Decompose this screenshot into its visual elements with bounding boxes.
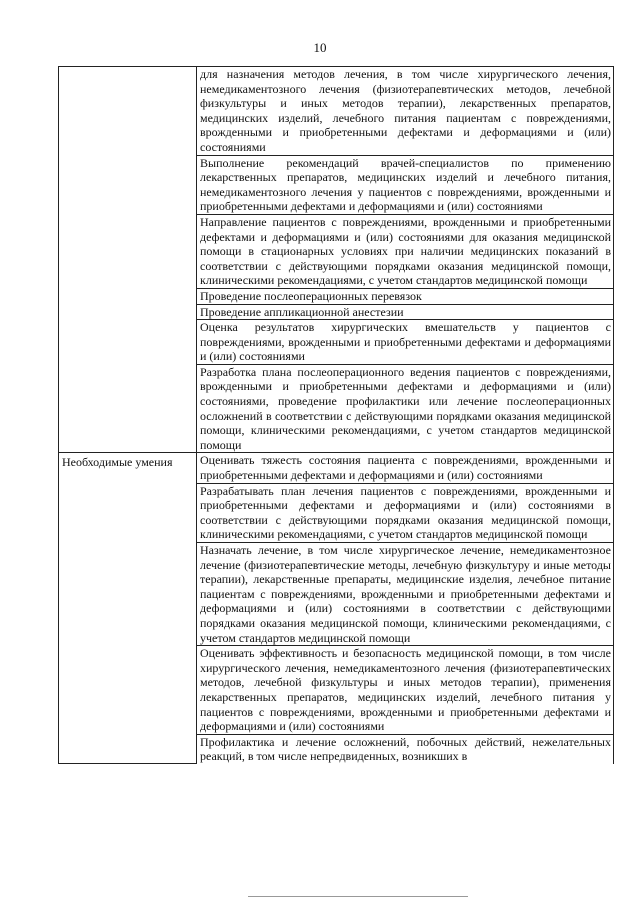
cell-text: Проведение послеоперационных перевязок (200, 288, 422, 303)
table-cell (197, 304, 614, 320)
cell-text: Профилактика и лечение осложнений, побочных действий, нежелательных реакций, в том числе непредвиденных, возникших в (200, 734, 611, 764)
table-cell (197, 320, 614, 365)
table-cell (197, 364, 614, 453)
table-cell (197, 453, 614, 483)
section-label-cell (59, 453, 197, 764)
table-row (59, 453, 614, 483)
cell-text: для назначения методов лечения, в том числе хирургического лечения, немедикаментозного лечения (физиотерапевтических методов, лечебной физкультуры и иных методов терапии), лекарственных препаратов, медицинских изделий, лечебного питания пациентам с повреждениями, врожденными и приобретенными дефектами и деформациями и (или) состояниями (200, 67, 611, 154)
table-cell (197, 288, 614, 304)
cell-text: Разрабатывать план лечения пациентов с повреждениями, врожденными и приобретенными дефектами и деформациями и (или) состояниями в соответствии с действующими порядками оказания медицинской помощи, клиническими рекомендациями, с учетом стандартов медицинской помощи (200, 483, 611, 542)
table-cell (197, 67, 614, 156)
cell-text: Проведение аппликационной анестезии (200, 304, 404, 319)
table-cell (197, 646, 614, 735)
table-row (59, 67, 614, 156)
section-label-cell (59, 67, 197, 453)
table-cell (197, 483, 614, 542)
cell-text: Оценка результатов хирургических вмешательств у пациентов с повреждениями, врожденными и приобретенными дефектами и деформациями и (или) состояниями (200, 320, 611, 364)
cell-text: Разработка плана послеоперационного ведения пациентов с повреждениями, врожденными и приобретенными дефектами и деформациями и (или) состояниями, проведение профилактики или лечение послеоперационных осложнений в соответствии с действующими порядками оказания медицинской помощи, клиническими рекомендациями, с учетом стандартов медицинской помощи (200, 364, 611, 452)
cell-text: Выполнение рекомендаций врачей-специалистов по применению лекарственных препаратов, медицинских изделий и лечебного питания, немедикаментозного лечения у пациентов с повреждениями, врожденными и приобретенными дефектами и деформациями и (или) состояниями (200, 155, 611, 214)
table-cell (197, 214, 614, 288)
cell-text: Направление пациентов с повреждениями, врожденными и приобретенными дефектами и деформациями и (или) состояниями для оказания медицинской помощи в стационарных условиях при наличии медицинских показаний в соответствии с действующими порядками оказания медицинской помощи, клиническими рекомендациями, с учетом стандартов медицинской помощи (200, 214, 611, 288)
section-label (62, 67, 194, 69)
table-cell (197, 155, 614, 214)
cell-text: Оценивать тяжесть состояния пациента с повреждениями, врожденными и приобретенными дефектами и деформациями и (или) состояниями (200, 453, 611, 483)
cell-text: Оценивать эффективность и безопасность медицинской помощи, в том числе хирургического лечения, немедикаментозного лечения (физиотерапевтических методов, лечебной физкультуры и иных методов терапии), применения лекарственных препаратов, медицинских изделий, лечебного питания у пациентов с повреждениями, врожденными и приобретенными дефектами и деформациями и (или) состояниями (200, 646, 611, 734)
table-cell (197, 543, 614, 646)
page-number: 10 (313, 40, 327, 55)
requirements-table (58, 66, 614, 764)
table-cell (197, 734, 614, 764)
scan-edge-line (248, 896, 468, 897)
section-label: Необходимые умения (62, 455, 173, 470)
cell-text: Назначать лечение, в том числе хирургическое лечение, немедикаментозное лечение (физиотерапевтические методы, лечебную физкультуру и иные методы терапии), лекарственные препараты, медицинские изделия, лечебное питание пациентам с повреждениями, врожденными и приобретенными дефектами и деформациями и (или) состояниями в соответствии с действующими порядками оказания медицинской помощи, клиническими рекомендациями, с учетом стандартов медицинской помощи (200, 543, 611, 645)
